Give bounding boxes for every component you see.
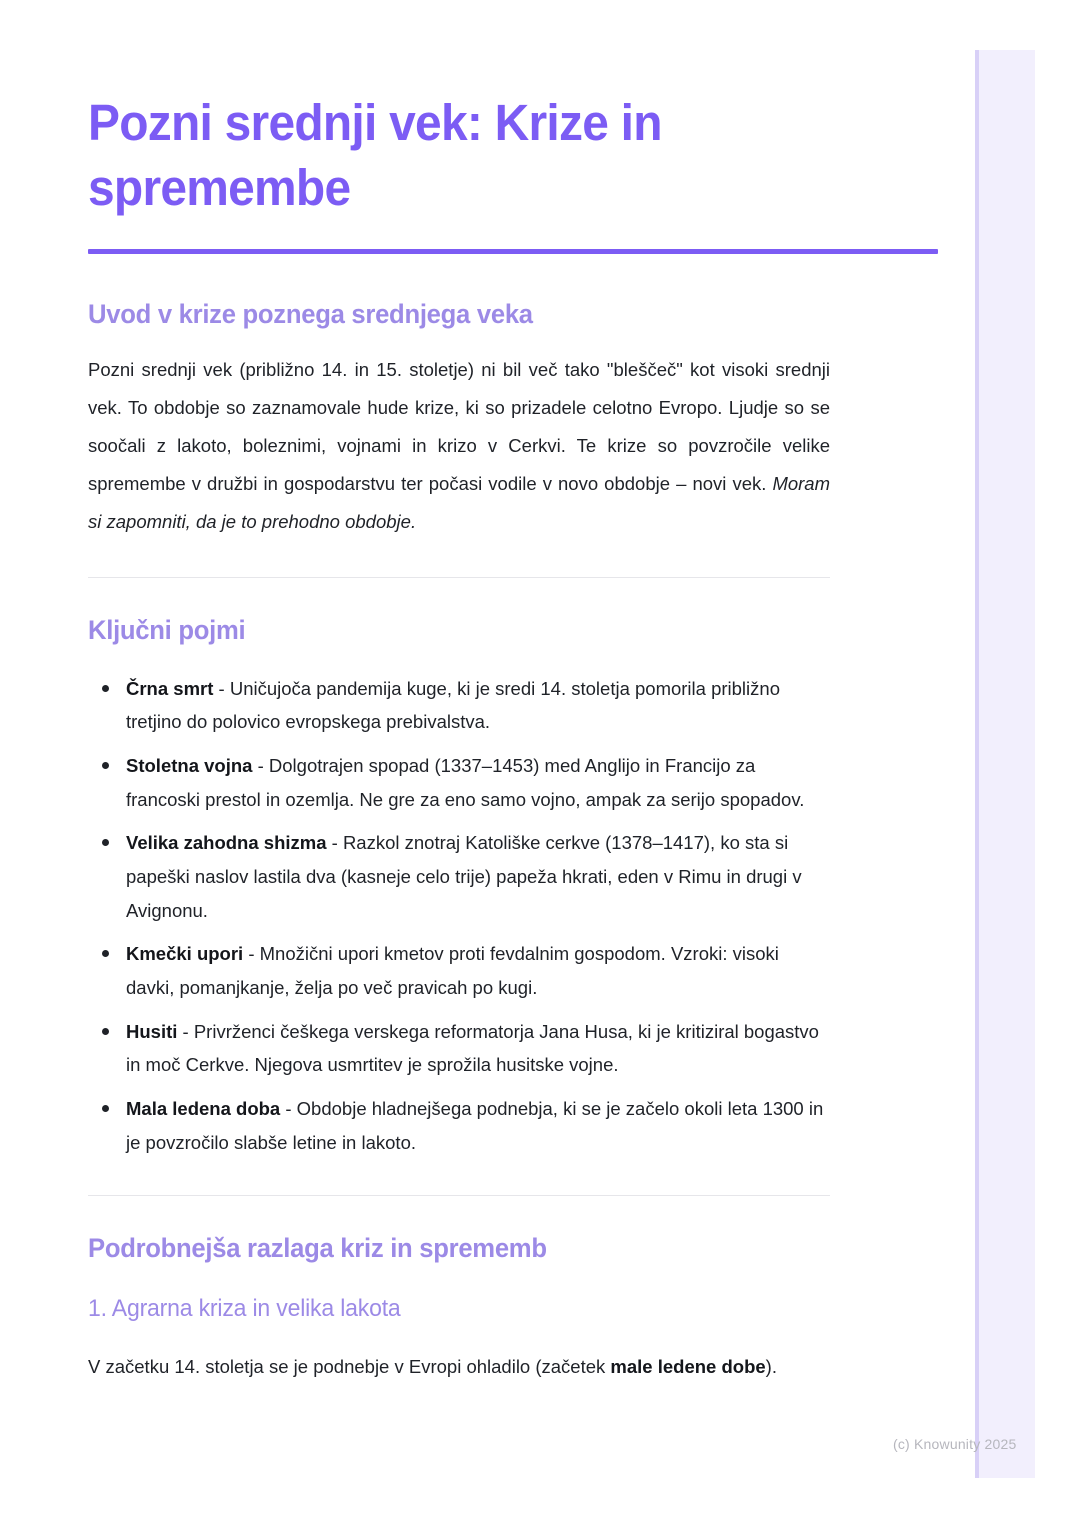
intro-paragraph-plain: Pozni srednji vek (približno 14. in 15. stoletje) ni bil več tako "bleščeč" kot visoki srednji vek. To obdobje so zaznamovale hude krize, ki so prizadele celotno Evropo. Ljudje so se soočali z lakoto, boleznimi, vojnami in krizo v Cerkvi. Te krize so povzročile velike spremembe v družbi in gospodarstvu ter počasi vodile v novo obdobje – novi vek. [88, 359, 830, 495]
key-terms-list [88, 672, 830, 1160]
document-content [88, 0, 832, 1386]
term-description: - Dolgotrajen spopad (1337–1453) med Anglijo in Francijo za francoski prestol in ozemlja. Ne gre za eno samo vojno, ampak za serijo spopadov. [126, 754, 805, 810]
term-label: Stoletna vojna [126, 754, 253, 776]
subsection-heading-agrarian-crisis: 1. Agrarna kriza in velika lakota [88, 1294, 401, 1322]
term-description: - Uničujoča pandemija kuge, ki je sredi 14. stoletja pomorila približno tretjino do polovico evropskega prebivalstva. [126, 677, 780, 733]
list-item [88, 672, 830, 739]
term-label: Mala ledena doba [126, 1097, 281, 1119]
list-item [88, 1015, 830, 1082]
page-title: Pozni srednji vek: Krize in spremembe [88, 94, 662, 217]
bullet-icon [102, 950, 109, 957]
details-paragraph [88, 1348, 830, 1386]
list-item [88, 826, 830, 927]
list-item [88, 749, 830, 816]
details-paragraph-bold: male ledene dobe [610, 1355, 766, 1377]
section-heading-details: Podrobnejša razlaga kriz in sprememb [88, 1233, 547, 1264]
section-heading-intro: Uvod v krize poznega srednjega veka [88, 298, 533, 329]
list-item [88, 937, 830, 1004]
list-item [88, 1092, 830, 1159]
section-heading-key-terms: Ključni pojmi [88, 614, 246, 645]
details-paragraph-before: V začetku 14. stoletja se je podnebje v Evropi ohladilo (začetek [88, 1355, 611, 1377]
term-label: Kmečki upori [126, 943, 244, 965]
bullet-icon [102, 839, 109, 846]
term-description: - Obdobje hladnejšega podnebja, ki se je začelo okoli leta 1300 in je povzročilo slabše letine in lakoto. [126, 1097, 824, 1153]
intro-paragraph [88, 351, 830, 541]
term-description: - Množični upori kmetov proti fevdalnim gospodom. Vzroki: visoki davki, pomanjkanje, želja po več pravicah po kugi. [126, 943, 779, 998]
bullet-icon [102, 762, 109, 769]
bullet-icon [102, 685, 109, 692]
term-description: - Privrženci češkega verskega reformatorja Jana Husa, ki je kritiziral bogastvo in moč Cerkve. Njegova usmrtitev je sprožila husitske vojne. [126, 1020, 819, 1076]
bullet-icon [102, 1105, 109, 1112]
details-paragraph-after: ). [765, 1355, 777, 1377]
footer-watermark: (c) Knowunity 2025 [893, 1436, 1017, 1452]
term-label: Husiti [126, 1020, 178, 1042]
term-description: - Razkol znotraj Katoliške cerkve (1378–1417), ko sta si papeški naslov lastila dva (kasneje celo trije) papeža hkrati, eden v Rimu in drugi v Avignonu. [126, 832, 802, 921]
term-label: Velika zahodna shizma [126, 832, 327, 854]
intro-paragraph-italic: Moram si zapomniti, da je to prehodno obdobje. [88, 473, 830, 532]
bullet-icon [102, 1028, 109, 1035]
term-label: Črna smrt [126, 677, 214, 699]
